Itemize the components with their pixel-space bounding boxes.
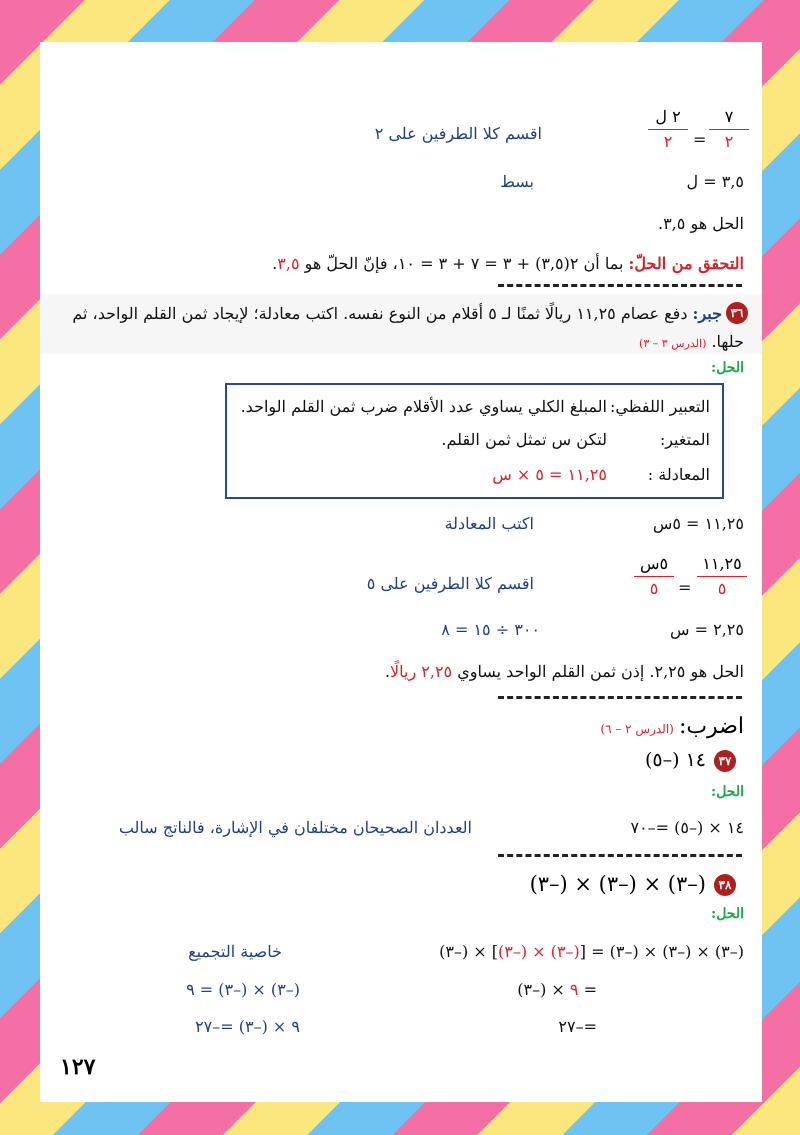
final-answer [385, 662, 744, 681]
grouped-factors: (–٣) × (–٣) [498, 942, 580, 961]
solution-line: الحل هو ٣,٥. [657, 214, 744, 233]
step-tail: × (–٣) [439, 942, 487, 961]
equation-text: ١١,٢٥ = ٥ × س [492, 465, 607, 484]
variable-label: المتغير: [659, 430, 710, 449]
lesson-ref: (الدرس ٢ – ٦) [600, 722, 674, 736]
fraction-left [634, 554, 674, 599]
step-note: اقسم كلا الطرفين على ٢ [374, 124, 542, 143]
step-note: العددان الصحيحان مختلفان في الإشارة، فالناتج سالب [118, 818, 472, 837]
check-value: ٣,٥ [277, 254, 300, 273]
solution-label: الحل: [711, 360, 744, 376]
fraction-numerator: ٧ [724, 107, 734, 126]
step-note: بسط [500, 172, 534, 191]
fraction-denominator: ٢ [724, 132, 734, 151]
problem-number-badge: ٣٦ [726, 302, 748, 324]
fraction-right [697, 554, 747, 599]
step-line-2 [517, 980, 597, 999]
step-note: خاصية التجميع [188, 942, 282, 961]
problem-expression: (–٣) × (–٣) × (–٣) [529, 872, 706, 896]
fraction-denominator: ٥ [649, 579, 659, 598]
step-line-3: =–٢٧ [558, 1017, 597, 1036]
fraction-numerator: ٥س [639, 554, 669, 573]
section-header [600, 714, 744, 739]
check-text: بما أن ٢(٣,٥) + ٣ = ٧ + ٣ = ١٠، فإنّ الحلّ هو [304, 254, 624, 273]
fraction-numerator: ٢ ل [655, 107, 681, 126]
check-label: التحقق من الحلّ: [628, 254, 744, 273]
fraction-denominator: ٢ [663, 132, 673, 151]
problem-text [72, 304, 722, 323]
problem-number-badge: ٣٨ [714, 874, 736, 896]
step-note: ٩ × (–٣) =–٢٧ [195, 1017, 300, 1036]
divider [498, 284, 742, 287]
divider [498, 854, 742, 857]
solution-label: الحل: [711, 784, 744, 800]
step-equation: ١٤ × (–٥) =–٧٠ [630, 818, 744, 837]
final-value: ٢,٢٥ ريالًا [390, 662, 453, 681]
step-value: ٩ [569, 980, 579, 999]
step-note: (–٣) × (–٣) = ٩ [186, 980, 300, 999]
equals-sign: = [583, 980, 597, 999]
step-lhs: (–٣) × (–٣) × (–٣) = [591, 942, 744, 961]
fraction-left [648, 107, 688, 152]
equation-label: المعادلة : [647, 465, 710, 484]
step-equation: ٢,٢٥ = س [670, 620, 744, 639]
equals-sign: = [678, 578, 692, 597]
equation-box [225, 383, 724, 499]
variable-text: لتكن س تمثل ثمن القلم. [441, 430, 607, 449]
verbal-label: التعبير اللفظي: [610, 397, 710, 416]
fraction-right [709, 107, 749, 152]
page-number: ١٢٧ [60, 1054, 96, 1080]
section-title: اضرب: [678, 714, 744, 739]
step-note: اكتب المعادلة [444, 514, 534, 533]
step-tail: × (–٣) [517, 980, 565, 999]
step-line-1 [439, 942, 744, 961]
solution-label: الحل: [711, 906, 744, 922]
divider [498, 696, 742, 699]
fraction-numerator: ١١,٢٥ [702, 554, 742, 573]
lesson-ref: (الدرس ٣ – ٣) [639, 337, 707, 350]
problem-number-badge: ٣٧ [714, 750, 736, 772]
fraction-denominator: ٥ [717, 579, 727, 598]
step-equation: ٣,٥ = ل [686, 172, 744, 191]
final-text: الحل هو ٢,٢٥. إذن ثمن القلم الواحد يساوي [457, 662, 744, 681]
page [40, 42, 762, 1102]
problem-body-2: حلها. [711, 332, 744, 351]
step-note: ٣٠٠ ÷ ١٥ = ٨ [441, 620, 540, 639]
verbal-text: المبلغ الكلي يساوي عدد الأقلام ضرب ثمن القلم الواحد. [240, 397, 607, 416]
bracket-close: ] [491, 942, 499, 961]
problem-body: دفع عصام ١١,٢٥ ريالًا ثمنًا لـ ٥ أقلام من النوع نفسه. اكتب معادلة؛ لإيجاد ثمن القلم الواحد، ثم [72, 304, 688, 323]
final-end: . [384, 662, 390, 681]
step-note: اقسم كلا الطرفين على ٥ [366, 574, 534, 593]
problem-label: جبر: [692, 304, 722, 323]
equals-sign: = [693, 130, 707, 149]
bracket-open: [ [579, 942, 587, 961]
check-end: . [272, 254, 278, 273]
problem-expression: ١٤ (–٥) [644, 749, 706, 771]
check-line [272, 254, 744, 273]
problem-text-2 [639, 332, 744, 351]
step-equation: ١١,٢٥ = ٥س [652, 514, 744, 533]
